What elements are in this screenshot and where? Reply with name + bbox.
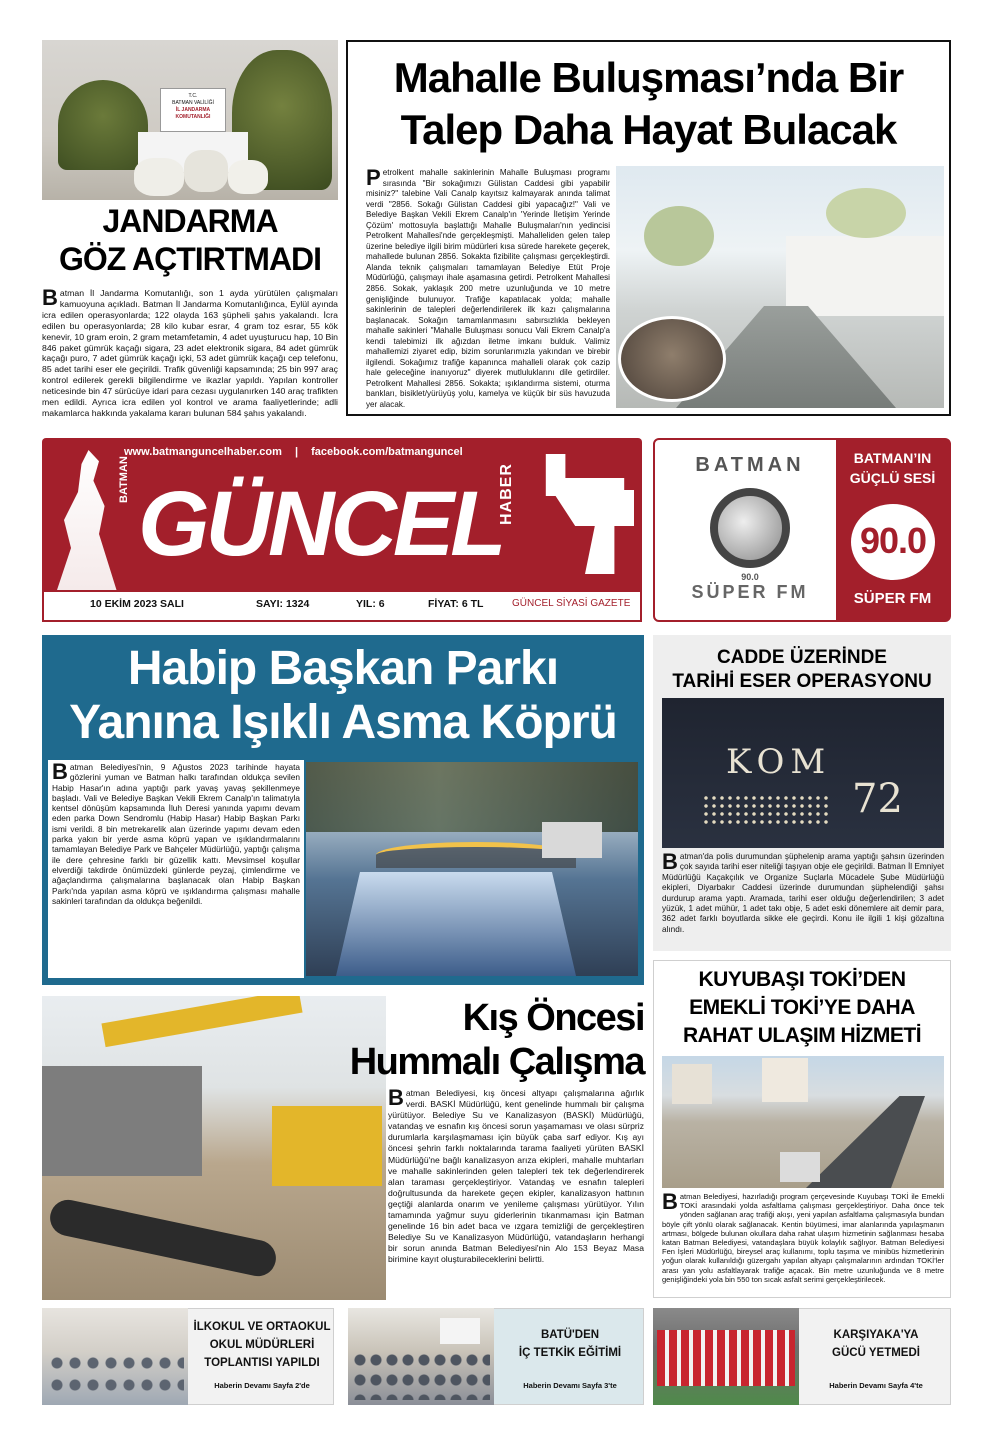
radio-freq-small: 90.0 xyxy=(741,572,759,582)
radio-slogan-line1: BATMAN’IN xyxy=(853,450,932,466)
sack-right xyxy=(228,160,268,194)
toki-headline-line3: RAHAT ULAŞIM HİZMETİ xyxy=(682,1024,922,1047)
toki-headline-line1: KUYUBAŞI TOKİ’DEN xyxy=(698,968,906,991)
kis-headline-line1: Kış Öncesi xyxy=(462,997,644,1039)
meeting-people xyxy=(48,1352,184,1398)
bottom-2-line1: BATÜ'DEN xyxy=(540,1329,600,1341)
radio-arc-top: BATMAN xyxy=(695,454,805,476)
radio-frequency: 90.0 xyxy=(859,520,927,561)
jandarma-photo xyxy=(42,40,338,200)
football-team xyxy=(657,1330,795,1386)
logo-batman: BATMAN xyxy=(118,456,130,503)
logo-haber: HABER xyxy=(498,463,515,525)
apartment-right xyxy=(762,1058,808,1102)
jandarma-headline-line2: GÖZ AÇTIRTMADI xyxy=(58,241,322,277)
masthead-links xyxy=(124,446,463,458)
bottom-3-line2: GÜCÜ YETMEDİ xyxy=(832,1347,920,1359)
facebook-link[interactable]: facebook.com/batmanguncel xyxy=(311,446,463,458)
kopru-headline xyxy=(42,642,644,750)
jandarma-headline-line1: JANDARMA xyxy=(102,203,278,239)
inset-meeting-photo xyxy=(618,316,726,402)
sign-line3: İL JANDARMA KOMUTANLIĞI xyxy=(175,107,211,120)
sign-line1: T.C. xyxy=(188,93,198,99)
dump-truck xyxy=(42,1066,202,1176)
website-link[interactable]: www.batmanguncelhaber.com xyxy=(124,446,282,458)
bottom-3-line1: KARŞIYAKA'YA xyxy=(833,1329,919,1341)
tarihi-headline-line2: TARİHİ ESER OPERASYONU xyxy=(672,671,932,692)
kis-headline xyxy=(320,996,644,1084)
kis-body: Batman Belediyesi, kış öncesi altyapı çalışmalarına ağırlık verdi. BASKİ Müdürlüğü, kent genelinde hummalı bir çalışma yürütüyor. Belediye Su ve Kanalizasyon (BASKİ) Müdürlüğü, vatandaş ve esnafın kış öncesi sorun yaşamaması ve olası sürpriz durumlarla karşılaşmaması için büyük çaba sarf ediyor. Kış ayı öncesi şehrin farklı noktalarında tarama faaliyeti yürüten BASKİ Müdürlüğü'ne bağlı kanalizasyon arıza ekipleri, mahalle muhtarları ve mahalle sakinlerinden gelen talepleri tek tek değerlendirerek alan taraması gerçekleştiriyor. Vatandaş ve esnafın talepleri doğrultusunda da harekete geçen ekipler, kanalizasyon hattının geçtiği alanlarda onarım ve yenileme çalışması yürütüyor. Yılın tamamında yağmur suyu giderlerinin tıkanmaması için Batman genelinde 16 bin adet baca ve ızgara temizliği de gerçekleştiren Belediye Su ve Kanalizasyon Müdürlüğü, vatandaşların herhangi bir sorun anında Batman Belediyesi'nin Alo 153 Beyaz Masa birimine kayıt oluşturabileceklerini belirtti. xyxy=(388,1085,644,1265)
seminar-screen xyxy=(440,1318,480,1344)
water xyxy=(336,872,576,976)
kom-text: KOM xyxy=(726,742,832,782)
bottom-photo-1 xyxy=(42,1308,188,1405)
tree-right xyxy=(826,188,906,238)
pipe xyxy=(47,1196,279,1279)
apartment-left xyxy=(672,1064,712,1104)
tagline: GÜNCEL SİYASİ GAZETE xyxy=(512,598,631,609)
tree-left xyxy=(644,206,714,266)
kopru-photo xyxy=(306,762,638,976)
sack-mid xyxy=(184,150,228,192)
mahalle-headline xyxy=(352,52,945,156)
bottom-photo-3 xyxy=(653,1308,799,1405)
bottom-1-line2: OKUL MÜDÜRLERİ xyxy=(209,1339,315,1351)
tarihi-body: Batman'da polis durumundan şüphelenip arama yaptığı şahsın üzerinden çok sayıda tarihi eser niteliği taşıyan obje ele geçirildi. Batman İl Emniyet Müdürlüğü Kaçakçılık ve Organize Suçlarla Mücadele Şube Müdürlüğü ekipleri, Diyarbakır Caddesi üzerinde durumundan şüphelendiği şahsı durdurup arama yaptı. Aramada, tarihi eser olduğu değerlendirilen; 3 adet yüzük, 1 adet mühür, 1 adet takı obje, 5 adet eski dönemlere ait demir para, 362 adet farklı boyutlarda sikke ele geçirdi. Konu ile ilgili 1 kişi gözaltına alındı. xyxy=(662,849,944,934)
bottom-ref-1[interactable]: Haberin Devamı Sayfa 2'de xyxy=(214,1381,310,1390)
issue-year: YIL: 6 xyxy=(356,598,385,610)
kis-headline-line2: Hummalı Çalışma xyxy=(349,1041,644,1083)
bottom-ref-3[interactable]: Haberin Devamı Sayfa 4'te xyxy=(829,1381,923,1390)
headphones-icon xyxy=(710,488,790,568)
jandarma-body: Batman İl Jandarma Komutanlığı, son 1 ayda yürütülen çalışmaları kamuoyuna açıkladı. Batman İl Jandarma Komutanlığınca, Eylül ayında icra edilen operasyonlarda; 122 olayda 163 şüpheli şahıs yakalandı. İcra edilen bu operasyonlarda; 28 kilo kubar esrar, 4 gram toz esrar, 55 kök kenevir, 10 gram eroin, 2 gram metamfetamin, 4 adet uyuşturucu hap, 10 Bin 846 paket gümrük kaçağı sigara, 23 adet elektronik sigara, 84 adet gümrük kaçağı puro, 7 adet gümrük kaçağı içki, 53 adet gümrük kaçağı cep telefonu, 85 adet tarihi eser ele geçirildi. Trafik güvenliği kapsamında; 25 bin 997 araç kontrol edilerek gerekli bilgilendirme ve ikazlar yapıldı. Yapılan kontroller neticesinde bin 47 sürücüye idari para cezası uygulanırken 140 araç trafikten men edildi. Ayrıca icra edilen yol kontrol ve arama faaliyetlerinde; adli makamlarca hakkında yakalama kararı bulunan 584 şahıs yakalandı. xyxy=(42,285,338,418)
bottom-1-line3: TOPLANTISI YAPILDI xyxy=(204,1357,320,1369)
seminar-people xyxy=(352,1350,490,1400)
kopru-headline-line1: Habip Başkan Parkı xyxy=(127,642,559,695)
bottom-photo-2 xyxy=(348,1308,494,1405)
mahalle-body: Petrolkent mahalle sakinlerinin Mahalle Buluşması programı sırasında "Bir sokağımızı Gülistan Caddesi gibi yapabilir misiniz?" talebine Vali Canalp kayıtsız kalmayarak anında talimat verdi "2856. Sokağı Gülistan Caddesi gibi yapacağız!" Vali ve Belediye Başkan Vekili Ekrem Canalp'ın 'Yerinde İletişim Yerinde Çözüm' mottosuyla başlattığı Mahalle Buluşmaları'nın yedincisi Petrolkent Mahallesi'nde gerçekleşmişti. Mahalleliden gelen talep üzerine belediye ilgili birim müdürleri kısa sürede harekete geçerek, mahallede bulunan 2856. Sokakta fizibilite çalışması gerçekleştirdi. Alanda teknik çalışmaları tamamlayan Belediye Etüt Proje Müdürlüğü, çalışmayı ihale aşamasına getirdi. Petrolkent Mahallesi 2856. Sokak, yaklaşık 200 metre uzunluğunda ve 10 metre genişliğinde bulunuyor. Trafiğe kapatılacak yolda; mahalle sakinlerinin de talepleri değerlendirilerek ilk kazı çalışmalarına başlanacak. Sokağın tamamlanmasını sabırsızlıkla bekleyen mahalle sakinleri "Mahalle Buluşması sonucu Vali Ekrem Canalp'a kendi talebimizi ilk ağızdan iletme imkanı bulduk. Valimiz mahallemizi ziyaret edip, bizim sorunlarımızla yakından ve birebir ilgilendi. Sokağımız trafiğe kapanınca mahalleli olarak çok cazip hale geleceğine inanıyoruz" diyerek mutluluklarını dile getirdiler. Petrolkent Mahallesi 2856. Sokakta; ışıklandırma sistemi, oturma bankları, bisiklet/yürüyüş yolu, kamelya ve küçük bir süs havuzuda yer alacak. xyxy=(366,165,610,410)
tarihi-headline xyxy=(653,646,951,694)
mahalle-headline-line1: Mahalle Buluşması’nda Bir xyxy=(393,54,904,101)
sign-line2: BATMAN VALİLİĞİ xyxy=(172,100,214,106)
toki-body: Batman Belediyesi, hazırladığı program çerçevesinde Kuyubaşı TOKİ ile Emekli TOKİ arasındaki yolda asfaltlama çalışması gerçekleştiriyor. Daha önce tek yönden sağlanan araç trafiği akışı, yeni yapılan asfaltlama çalışmasıyla bundan böyle çift yönlü olarak sağlanacak. Kentin büyümesi, imar alanlarında yapılaşmanın artması, bölgede bulunan okullara daha rahat ulaşım hizmetinin sağlanması hesaba katan Batman Belediyesi, vatandaşlara büyük kolaylık sağlıyor. Batman Belediyesi Fen İşleri Müdürlüğü, bireysel araç kullanımı, toplu taşıma ve minibüs hizmetlerinin yoğun olarak kullanıldığı güzergahı yapılan altyapı çalışmalarının ardından TOKİ'ler arası yan yolu asfaltlayarak trafiğe açacak. Bin metre uzunluğunda ve 8 metre genişliğindeki yola bin 550 ton sıcak asfalt serimi gerçekleştirilecek. xyxy=(662,1189,944,1284)
links-separator: | xyxy=(294,446,299,458)
issue-price: FİYAT: 6 TL xyxy=(428,598,484,610)
logo-guncel[interactable]: GÜNCEL xyxy=(138,473,503,575)
bottom-headline-1 xyxy=(190,1318,334,1372)
mahalle-render-photo xyxy=(616,166,944,408)
asphalt-truck xyxy=(780,1152,820,1182)
bottom-headline-3 xyxy=(802,1326,950,1362)
building xyxy=(786,236,944,316)
issue-number: SAYI: 1324 xyxy=(256,598,310,610)
code-text: 72 xyxy=(852,776,903,822)
kopru-headline-line2: Yanına Işıklı Asma Köprü xyxy=(69,696,617,749)
bottom-1-line1: İLKOKUL VE ORTAOKUL xyxy=(193,1321,331,1333)
sack-left xyxy=(134,158,184,196)
excavator-arm xyxy=(101,996,302,1047)
issue-date: 10 EKİM 2023 SALI xyxy=(90,598,184,610)
radio-slogan-line2: GÜÇLÜ SESİ xyxy=(849,470,936,486)
jandarma-sign xyxy=(160,88,226,132)
tarihi-photo xyxy=(662,698,944,848)
radio-arc-bottom: SÜPER FM xyxy=(691,582,809,602)
bottom-2-line2: İÇ TETKİK EĞİTİMİ xyxy=(518,1347,622,1359)
mahalle-headline-line2: Talep Daha Hayat Bulacak xyxy=(400,106,897,153)
radio-logo xyxy=(674,448,826,608)
tarihi-headline-line1: CADDE ÜZERİNDE xyxy=(717,647,887,668)
plants-left xyxy=(58,80,148,170)
crane-truck xyxy=(542,822,602,858)
coins xyxy=(702,794,832,824)
toki-photo xyxy=(662,1056,944,1188)
toki-headline xyxy=(653,966,951,1050)
kopru-body: Batman Belediyesi'nin, 9 Ağustos 2023 tarihinde hayata gözlerini yuman ve Batman halkı tarafından oldukça sevilen Habip Hasar'ın adına yaptığı park yavaş yavaş şekillenmeye başladı. Vali ve Belediye Başkan Vekili Ekrem Canalp'ın talimatıyla kentsel dönüşüm kapsamında İluh Deresi yanında yapımı devam eden parka Down Sendromlu (Habip Hasar) Habip Başkan Parkı ismi verildi. 8 bin metrekarelik alan üzerinde yapımı devam eden parka yakın bir yerde asma köprü yapan ve ışıklandırmalarını tamamlayan Belediye Park ve Bahçeler Müdürlüğü, yaptığı çalışma ile dere çehresine farklı bir güzellik kattı. Mevsimsel koşullar elverdiği takdirde önümüzdeki günlerde peyzaj, çimlendirme ve ağaçlandırma çalışmalarına başlanacak olan Habip Başkan Parkı'nda yapılan asma köprü ve ışıklandırma çalışması mahalle sakinleri tarafından da oldukça beğenildi. xyxy=(52,759,300,906)
bottom-headline-2 xyxy=(496,1326,644,1362)
radio-frequency-badge xyxy=(851,504,935,580)
toki-headline-line2: EMEKLİ TOKİ’YE DAHA xyxy=(689,996,915,1019)
jandarma-headline xyxy=(42,202,338,278)
radio-station: SÜPER FM xyxy=(853,590,932,607)
radio-slogan xyxy=(836,448,949,488)
bottom-ref-2[interactable]: Haberin Devamı Sayfa 3'te xyxy=(523,1381,617,1390)
excavator-body xyxy=(272,1106,382,1186)
